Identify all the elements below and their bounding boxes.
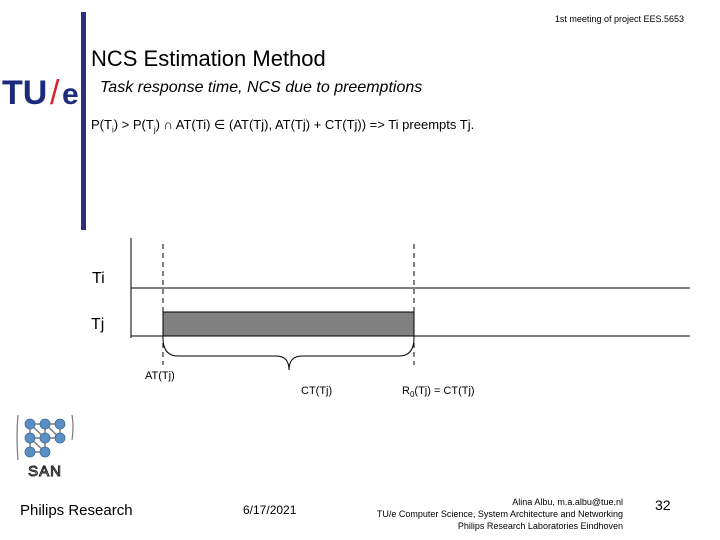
logo-slash: / [50, 74, 60, 110]
response-time-label [402, 385, 475, 399]
footer-date: 6/17/2021 [243, 503, 297, 517]
slide-subtitle: Task response time, NCS due to preemptions [100, 79, 423, 96]
san-logo-text: SAN [28, 463, 62, 480]
logo-text-e: e [62, 78, 79, 110]
ct-label: CT(Tj) [301, 385, 333, 397]
timing-diagram [0, 230, 720, 370]
meeting-note: 1st meeting of project EES.5653 [554, 14, 684, 24]
san-nodes [25, 419, 65, 457]
san-logo [14, 412, 76, 480]
tj-label: Tj [91, 316, 105, 333]
author-line-2: TU/e Computer Science, System Architecture and Networking [376, 509, 623, 519]
ro-suffix: (Tj) = CT(Tj) [414, 385, 475, 397]
page-number: 32 [655, 497, 671, 513]
ct-brace [163, 338, 414, 370]
ti-label: Ti [92, 270, 105, 287]
condition-rest: ) ∩ AT(Ti) ∈ (AT(Tj), AT(Tj) + CT(Tj)) => Ti preempts Tj. [155, 117, 475, 132]
author-line-3: Philips Research Laboratories Eindhoven [457, 521, 623, 531]
logo-text-tu: TU [2, 74, 48, 110]
ro-subscript: 0 [409, 390, 415, 400]
condition-sub-j: j [153, 125, 156, 135]
footer-company: Philips Research [20, 502, 133, 519]
at-label: AT(Tj) [145, 370, 175, 382]
condition-part2: ) > P(T [113, 117, 154, 132]
tj-execution-bar [163, 312, 414, 336]
preemption-condition [91, 117, 474, 135]
accent-bar [81, 12, 86, 230]
condition-part1: P(T [91, 117, 112, 132]
footer-author [377, 496, 623, 532]
author-line-1: Alina Albu, m.a.albu@tue.nl [512, 497, 623, 507]
slide-title: NCS Estimation Method [91, 46, 326, 71]
ro-prefix: R [402, 385, 410, 397]
tue-logo [2, 70, 84, 110]
condition-sub-i: i [111, 125, 114, 135]
